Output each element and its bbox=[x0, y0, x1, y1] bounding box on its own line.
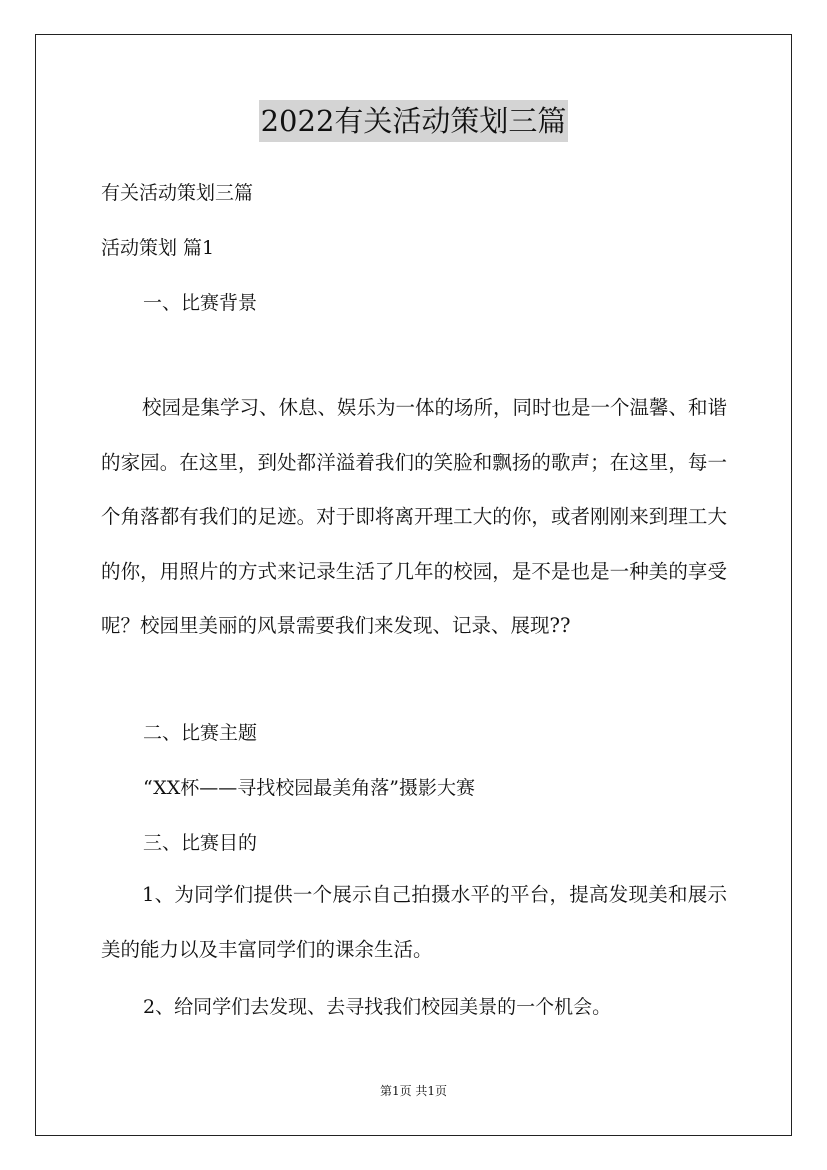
title-container bbox=[0, 100, 827, 142]
document-title: 2022有关活动策划三篇 bbox=[259, 100, 569, 142]
page-footer: 第1页 共1页 bbox=[379, 1084, 448, 1098]
section-label: 活动策划 篇1 bbox=[101, 237, 215, 259]
heading-background: 一、比赛背景 bbox=[143, 292, 258, 314]
heading-purpose: 三、比赛目的 bbox=[143, 832, 258, 854]
paragraph-background: 校园是集学习、休息、娱乐为一体的场所，同时也是一个温馨、和谐的家园。在这里，到处都洋溢着我们的笑脸和飘扬的歌声；在这里，每一个角落都有我们的足迹。对于即将离开理工大的你，或者刚刚来到理工大的你，用照片的方式来记录生活了几年的校园，是不是也是一种美的享受呢？校园里美丽的风景需要我们来发现、记录、展现?? bbox=[101, 396, 728, 637]
purpose-item-2: 2、给同学们去发现、去寻找我们校园美景的一个机会。 bbox=[143, 996, 612, 1018]
paragraph-purpose-1: 1、为同学们提供一个展示自己拍摄水平的平台，提高发现美和展示美的能力以及丰富同学们的课余生活。 bbox=[101, 883, 727, 961]
theme-text: “XX杯——寻找校园最美角落”摄影大赛 bbox=[143, 777, 476, 799]
subtitle: 有关活动策划三篇 bbox=[101, 182, 254, 204]
heading-theme: 二、比赛主题 bbox=[143, 722, 258, 744]
